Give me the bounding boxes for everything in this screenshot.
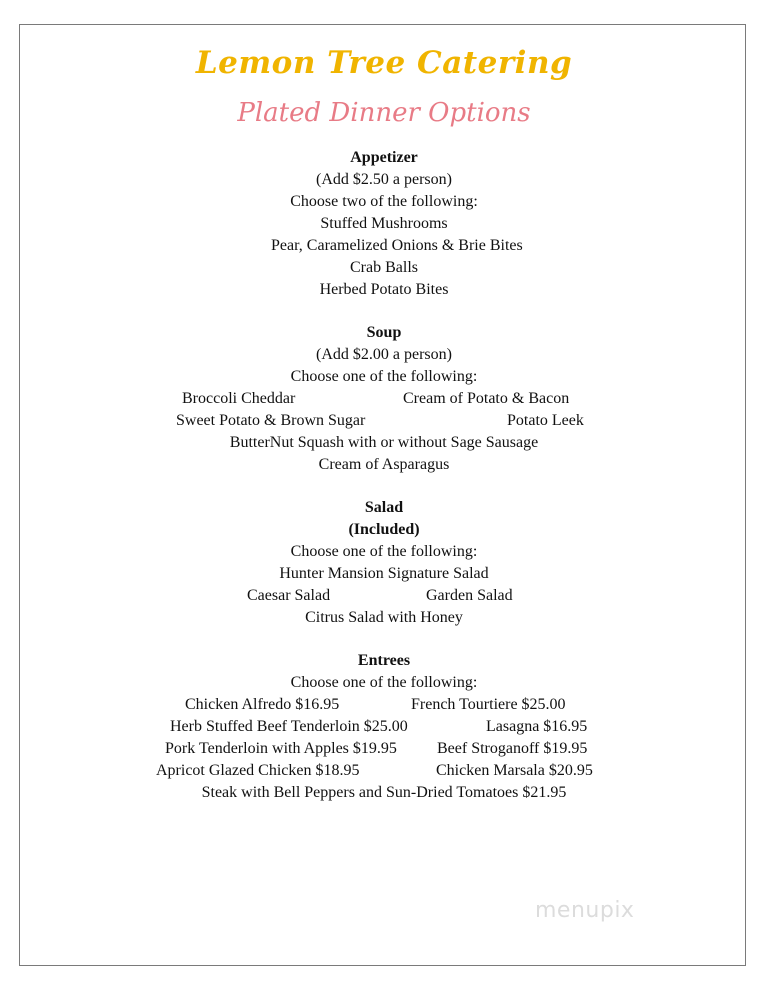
menu-item: ButterNut Squash with or without Sage Sausage xyxy=(229,434,539,451)
watermark-logo: menupix xyxy=(535,898,635,923)
menu-item: Beef Stroganoff $19.95 xyxy=(437,740,588,757)
appetizer-instruction: Choose two of the following: xyxy=(290,193,478,210)
section-heading-soup: Soup xyxy=(366,324,402,341)
section-heading-appetizer: Appetizer xyxy=(350,149,418,166)
menu-item: Chicken Alfredo $16.95 xyxy=(185,696,340,713)
salad-price-note: (Included) xyxy=(348,521,420,538)
menu-item: Cream of Asparagus xyxy=(318,456,450,473)
menu-item: French Tourtiere $25.00 xyxy=(411,696,566,713)
menu-item: Sweet Potato & Brown Sugar xyxy=(176,412,366,429)
menu-item: Herb Stuffed Beef Tenderloin $25.00 xyxy=(170,718,408,735)
soup-instruction: Choose one of the following: xyxy=(290,368,478,385)
menu-item: Herbed Potato Bites xyxy=(319,281,449,298)
menu-item: Pear, Caramelized Onions & Brie Bites xyxy=(271,237,523,254)
menu-item: Steak with Bell Peppers and Sun-Dried Tomatoes $21.95 xyxy=(201,784,567,801)
menu-item: Caesar Salad xyxy=(247,587,331,604)
menu-item: Potato Leek xyxy=(507,412,584,429)
menu-item: Apricot Glazed Chicken $18.95 xyxy=(156,762,360,779)
menu-item: Cream of Potato & Bacon xyxy=(403,390,570,407)
section-heading-salad: Salad xyxy=(364,499,404,516)
menu-item: Broccoli Cheddar xyxy=(182,390,296,407)
section-heading-entrees: Entrees xyxy=(357,652,411,669)
menu-item: Hunter Mansion Signature Salad xyxy=(279,565,489,582)
menu-item: Lasagna $16.95 xyxy=(486,718,588,735)
page-subtitle: Plated Dinner Options xyxy=(237,98,531,128)
menu-item: Stuffed Mushrooms xyxy=(320,215,448,232)
menu-item: Chicken Marsala $20.95 xyxy=(436,762,593,779)
appetizer-price-note: (Add $2.50 a person) xyxy=(316,171,452,188)
menu-item: Garden Salad xyxy=(426,587,513,604)
menu-item: Crab Balls xyxy=(350,259,418,276)
entrees-instruction: Choose one of the following: xyxy=(290,674,478,691)
soup-price-note: (Add $2.00 a person) xyxy=(316,346,452,363)
menu-item: Pork Tenderloin with Apples $19.95 xyxy=(165,740,397,757)
page-title: Lemon Tree Catering xyxy=(195,45,573,81)
salad-instruction: Choose one of the following: xyxy=(290,543,478,560)
menu-item: Citrus Salad with Honey xyxy=(305,609,463,626)
